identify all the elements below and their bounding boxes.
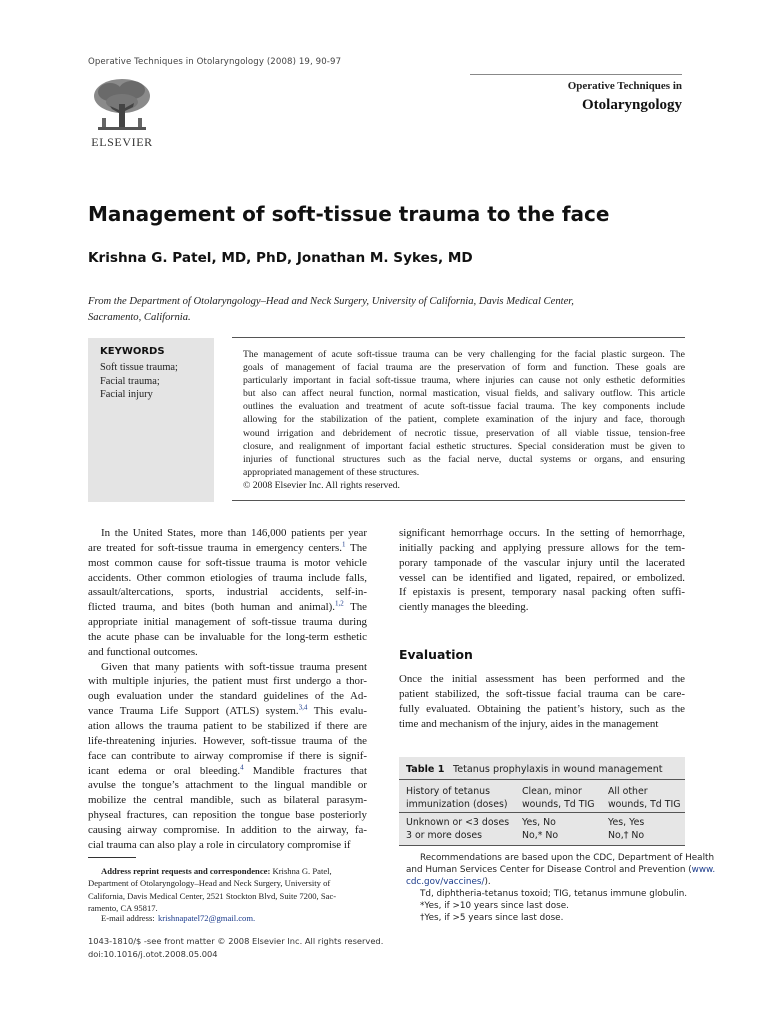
text-line: porary tamponade of the vascular injury until the lacerated [399, 556, 685, 569]
table-cell: Yes, Yes [608, 817, 645, 828]
keyword-item: Facial trauma; [100, 375, 160, 387]
table-note-abbreviations: Td, diphtheria-tetanus toxoid; TIG, tetanus immune globulin. [420, 889, 688, 899]
table-rule-mid [399, 812, 685, 813]
cdc-link[interactable]: www. [691, 865, 716, 875]
text-line: fully evaluated. Obtaining the patient’s history, such as the [399, 702, 685, 715]
footnote-rule [88, 857, 136, 858]
email-label: E-mail address: [101, 913, 155, 923]
text-line: most common cause for soft-tissue trauma is motor vehicle [88, 556, 367, 569]
text-line: ough evaluation under the standard guidelines of the Ad- [88, 690, 367, 703]
abstract-line: but also can affect neural function, normal mastication, visual fields, and salivary outflow. This article [243, 388, 685, 400]
tree-icon [86, 76, 158, 136]
text-line: with multiple injuries, the patient must first undergo a thor- [88, 675, 367, 688]
text-line: patient stabilized, the soft-tissue facial trauma can be care- [399, 687, 685, 700]
body-paragraph [88, 526, 367, 660]
abstract-line: closure, and realignment of important facial esthetic structures. Special consideration must be given to [243, 440, 685, 452]
abstract [243, 348, 685, 492]
table-label: Table 1 [406, 764, 445, 775]
text-line: icant edema or oral bleeding.$^4$ Mandible fractures that [88, 762, 368, 777]
citation-ref[interactable]: 1,2 [335, 599, 344, 608]
table-note-recommendation-2: and Human Services Center for Disease Control and Prevention (www. [406, 865, 716, 875]
journal-brand-line-1: Operative Techniques in [567, 80, 682, 92]
text-line: the acute phase can be invaluable for the long-term esthetic [88, 630, 367, 643]
table-cell: Yes, No [522, 817, 556, 828]
text-line: face can contribute to airway compromise if there is signif- [88, 749, 367, 762]
abstract-line: goals of management of facial trauma are the preservation of form and function. These goals are [243, 362, 685, 374]
article-title: Management of soft-tissue trauma to the face [88, 202, 610, 226]
abstract-line: appropriated management of these structures. [243, 466, 420, 478]
text-line: flicted trauma, and bites (both human and animal).$^{1,2}$ The [88, 599, 367, 614]
citation-ref[interactable]: 1 [341, 540, 346, 549]
table-cell: Unknown or <3 doses [406, 817, 510, 828]
table-header-cell: Clean, minor wounds, Td TIG [522, 786, 595, 810]
email-link[interactable]: krishnapatel72@gmail.com. [158, 913, 256, 923]
body-paragraph [399, 526, 685, 615]
citation-ref[interactable]: 3,4 [298, 703, 308, 712]
table-note-star: *Yes, if >10 years since last dose. [420, 901, 569, 911]
body-column-right [399, 526, 685, 615]
text-line: causing airway compromise. In addition to the airway, fa- [88, 823, 367, 836]
issn-line: 1043-1810/$ -see front matter © 2008 Elsevier Inc. All rights reserved. [88, 936, 384, 946]
article-authors: Krishna G. Patel, MD, PhD, Jonathan M. Sykes, MD [88, 250, 473, 266]
text-line: initially packing and applying pressure allows for the tem- [399, 541, 685, 554]
affiliation [88, 294, 684, 325]
text-line: ciently manages the bleeding. [399, 601, 529, 614]
body-column-left [88, 526, 367, 853]
text-line: life-threatening injuries. However, soft-tissue trauma of the [88, 734, 367, 747]
doi-line: doi:10.1016/j.otot.2008.05.004 [88, 948, 218, 959]
publisher-name: ELSEVIER [91, 135, 153, 149]
text-line: appropriate initial management of soft-tissue trauma during [88, 616, 367, 629]
text-line: time and mechanism of the injury, aides in the management [399, 717, 659, 730]
abstract-bottom-rule [232, 500, 685, 501]
journal-brand-line-2: Otolaryngology [582, 97, 682, 113]
abstract-line: particularly important in facial soft-tissue trauma, where injuries can cause not only esthetic deformities [243, 375, 685, 387]
brand-divider [470, 74, 682, 75]
table-rule-bottom [399, 845, 685, 846]
abstract-line: outlines the evaluation and treatment of acute soft-tissue facial trauma. The key components include [243, 401, 685, 413]
text-line: vance Trauma Life Support (ATLS) system.$^{3,4}$ This evalu- [88, 703, 367, 718]
affiliation-line-1: From the Department of Otolaryngology–Head and Neck Surgery, University of California, Davis Medical Center, [88, 296, 574, 307]
text-line: significant hemorrhage occurs. In the setting of hemorrhage, [399, 527, 685, 539]
text-line: cial trauma can also play a role in circulatory compromise if [88, 838, 351, 851]
journal-citation: Operative Techniques in Otolaryngology (2008) 19, 90-97 [88, 57, 342, 67]
evaluation-text [399, 672, 685, 731]
keyword-item: Facial injury [100, 389, 153, 400]
text-line: physeal fractures, can reposition the tongue base posteriorly [88, 809, 367, 822]
text-line: mobilize the central mandible, such as bilateral parasym- [88, 794, 367, 807]
keywords-list [100, 361, 178, 402]
section-heading-evaluation: Evaluation [399, 647, 473, 662]
abstract-line: injuries of functional structures such as the facial nerve, ductal systems or organs, and ensuring [243, 453, 685, 465]
text-line: Once the initial assessment has been performed and the [399, 673, 685, 685]
text-line: In the United States, more than 146,000 patients per year [101, 527, 367, 539]
table-cell: No,† No [608, 829, 645, 841]
abstract-line: wound irrigation and debridement of necrotic tissue, preservation of all viable tissue, tension-free [243, 427, 685, 439]
table-rule-top [399, 779, 685, 780]
table-note-dagger: †Yes, if >5 years since last dose. [420, 913, 564, 923]
table-cell: No,* No [522, 829, 559, 841]
table-header-cell: History of tetanus immunization (doses) [406, 786, 508, 810]
table-note-recommendation: Recommendations are based upon the CDC, Department of Health [420, 853, 715, 863]
body-paragraph [399, 672, 685, 731]
citation-ref[interactable]: 4 [240, 762, 244, 771]
issn-doi [88, 935, 383, 960]
cdc-link[interactable]: cdc.gov/vaccines/ [406, 877, 485, 887]
text-line: Given that many patients with soft-tissue trauma present [101, 660, 367, 673]
text-line: accidents. Other common etiologies of trauma include falls, [88, 571, 367, 584]
keywords-heading: KEYWORDS [100, 346, 165, 357]
abstract-copyright: © 2008 Elsevier Inc. All rights reserved. [243, 479, 400, 491]
keyword-item: Soft tissue trauma; [100, 362, 178, 373]
table-row [608, 817, 644, 842]
table-caption: Tetanus prophylaxis in wound management [453, 764, 663, 775]
text-line: are treated for soft-tissue trauma in emergency centers.$^1$ The [88, 540, 367, 554]
affiliation-line-2: Sacramento, California. [88, 311, 191, 323]
correspondence-note: Address reprint requests and correspondence: Krishna G. Patel, Department of Otolaryngology–Head and Neck Surgery, University of California, Davis Medical Center, 2521 Stockton Blvd, Suite 7200, Sac- ramento, CA 95817. [88, 866, 337, 913]
text-line: assault/altercations, sports, industrial accidents, self-in- [88, 586, 367, 599]
table-row [406, 817, 509, 842]
text-line: vessel can be identified and ligated, repaired, or embolized. [399, 571, 685, 584]
body-paragraph [88, 660, 367, 853]
abstract-line: allowing for the stabilization of the patient, complete examination of the injury and face, thorough [243, 414, 685, 426]
text-line: ation allows the trauma patient to be stabilized if there are [88, 719, 367, 732]
abstract-top-rule [232, 337, 685, 338]
text-line: and functional outcomes. [88, 645, 198, 658]
table-header-cell: All other wounds, Td TIG [608, 786, 681, 810]
table-cell: 3 or more doses [406, 829, 483, 841]
table-note-recommendation-3: cdc.gov/vaccines/). [406, 877, 491, 887]
table-row [522, 817, 558, 842]
text-line: If epistaxis is present, temporary nasal packing often suffi- [399, 586, 685, 599]
text-line: avulse the tongue’s attachment to the lingual mandible or [88, 779, 367, 792]
abstract-line: The management of acute soft-tissue trauma can be very challenging for the facial plastic surgeon. The [243, 349, 685, 360]
